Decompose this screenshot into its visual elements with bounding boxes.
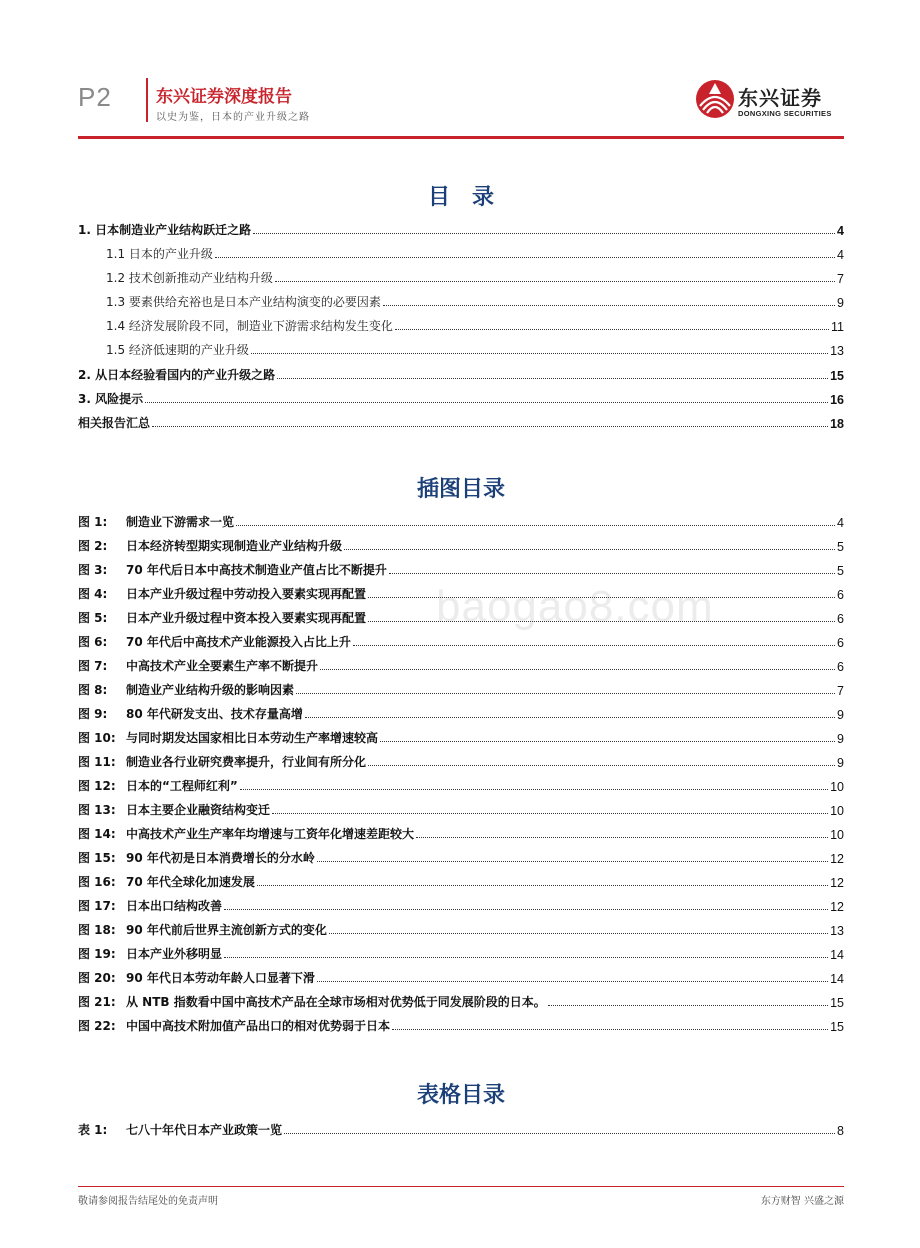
company-logo xyxy=(694,78,844,124)
figure-entry[interactable]: 图 1: 制造业下游需求一览 4 xyxy=(78,515,844,530)
figure-entry[interactable]: 图 7: 中高技术产业全要素生产率不断提升 6 xyxy=(78,659,844,674)
footer-slogan: 东方财智 兴盛之源 xyxy=(760,1196,844,1207)
toc-entry[interactable]: 1.2 技术创新推动产业结构升级 7 xyxy=(106,271,844,286)
figure-entry[interactable]: 图 15: 90 年代初是日本消费增长的分水岭 12 xyxy=(78,851,844,866)
figure-entry[interactable]: 图 4: 日本产业升级过程中劳动投入要素实现再配置 6 xyxy=(78,587,844,602)
figures-title: 插图目录 xyxy=(416,477,505,502)
report-title: 东兴证券深度报告 xyxy=(156,87,292,107)
figure-entry[interactable]: 图 19: 日本产业外移明显 14 xyxy=(78,947,844,962)
toc-entry[interactable]: 1.5 经济低速期的产业升级 13 xyxy=(106,343,844,358)
report-subtitle: 以史为鉴，日本的产业升级之路 xyxy=(156,112,310,123)
toc-entry[interactable]: 1.1 日本的产业升级 4 xyxy=(106,247,844,262)
figure-entry[interactable]: 图 13: 日本主要企业融资结构变迁 10 xyxy=(78,803,844,818)
logo-mark-icon xyxy=(694,78,736,120)
toc-title: 目 录 xyxy=(427,185,494,210)
table-entry[interactable]: 表 1: 七八十年代日本产业政策一览 8 xyxy=(78,1123,844,1138)
toc-entry[interactable]: 2. 从日本经验看国内的产业升级之路 15 xyxy=(78,368,844,383)
logo-text-en: DONGXING SECURITIES xyxy=(738,109,832,118)
figure-entry[interactable]: 图 11: 制造业各行业研究费率提升，行业间有所分化 9 xyxy=(78,755,844,770)
header-rule xyxy=(78,136,844,139)
toc-entry[interactable]: 1. 日本制造业产业结构跃迁之路 4 xyxy=(78,223,844,238)
tables-title: 表格目录 xyxy=(416,1083,505,1108)
figure-entry[interactable]: 图 12: 日本的“工程师红利” 10 xyxy=(78,779,844,794)
footer-disclaimer: 敬请参阅报告结尾处的免责声明 xyxy=(78,1196,218,1207)
figure-entry[interactable]: 图 21: 从 NTB 指数看中国中高技术产品在全球市场相对优势低于同发展阶段的日本。 15 xyxy=(78,995,844,1010)
page-header xyxy=(78,78,844,142)
figure-entry[interactable]: 图 22: 中国中高技术附加值产品出口的相对优势弱于日本 15 xyxy=(78,1019,844,1034)
footer-rule xyxy=(78,1186,844,1187)
figure-entry[interactable]: 图 6: 70 年代后中高技术产业能源投入占比上升 6 xyxy=(78,635,844,650)
figure-entry[interactable]: 图 8: 制造业产业结构升级的影响因素 7 xyxy=(78,683,844,698)
toc-entry[interactable]: 1.3 要素供给充裕也是日本产业结构演变的必要因素 9 xyxy=(106,295,844,310)
toc-entry[interactable]: 相关报告汇总 18 xyxy=(78,416,844,431)
figure-entry[interactable]: 图 5: 日本产业升级过程中资本投入要素实现再配置 6 xyxy=(78,611,844,626)
watermark: baogao8.com xyxy=(436,582,714,631)
figure-entry[interactable]: 图 2: 日本经济转型期实现制造业产业结构升级 5 xyxy=(78,539,844,554)
figure-entry[interactable]: 图 14: 中高技术产业生产率年均增速与工资年化增速差距较大 10 xyxy=(78,827,844,842)
page-number: P2 xyxy=(78,82,112,112)
header-divider xyxy=(146,78,148,122)
figure-entry[interactable]: 图 3: 70 年代后日本中高技术制造业产值占比不断提升 5 xyxy=(78,563,844,578)
figure-entry[interactable]: 图 9: 80 年代研发支出、技术存量高增 9 xyxy=(78,707,844,722)
toc-entry[interactable]: 3. 风险提示 16 xyxy=(78,392,844,407)
figure-entry[interactable]: 图 18: 90 年代前后世界主流创新方式的变化 13 xyxy=(78,923,844,938)
figure-entry[interactable]: 图 20: 90 年代日本劳动年龄人口显著下滑 14 xyxy=(78,971,844,986)
figure-entry[interactable]: 图 16: 70 年代全球化加速发展 12 xyxy=(78,875,844,890)
logo-text-cn: 东兴证券 xyxy=(738,86,822,110)
toc-entry[interactable]: 1.4 经济发展阶段不同，制造业下游需求结构发生变化 11 xyxy=(106,319,844,334)
figure-entry[interactable]: 图 17: 日本出口结构改善 12 xyxy=(78,899,844,914)
figure-entry[interactable]: 图 10: 与同时期发达国家相比日本劳动生产率增速较高 9 xyxy=(78,731,844,746)
